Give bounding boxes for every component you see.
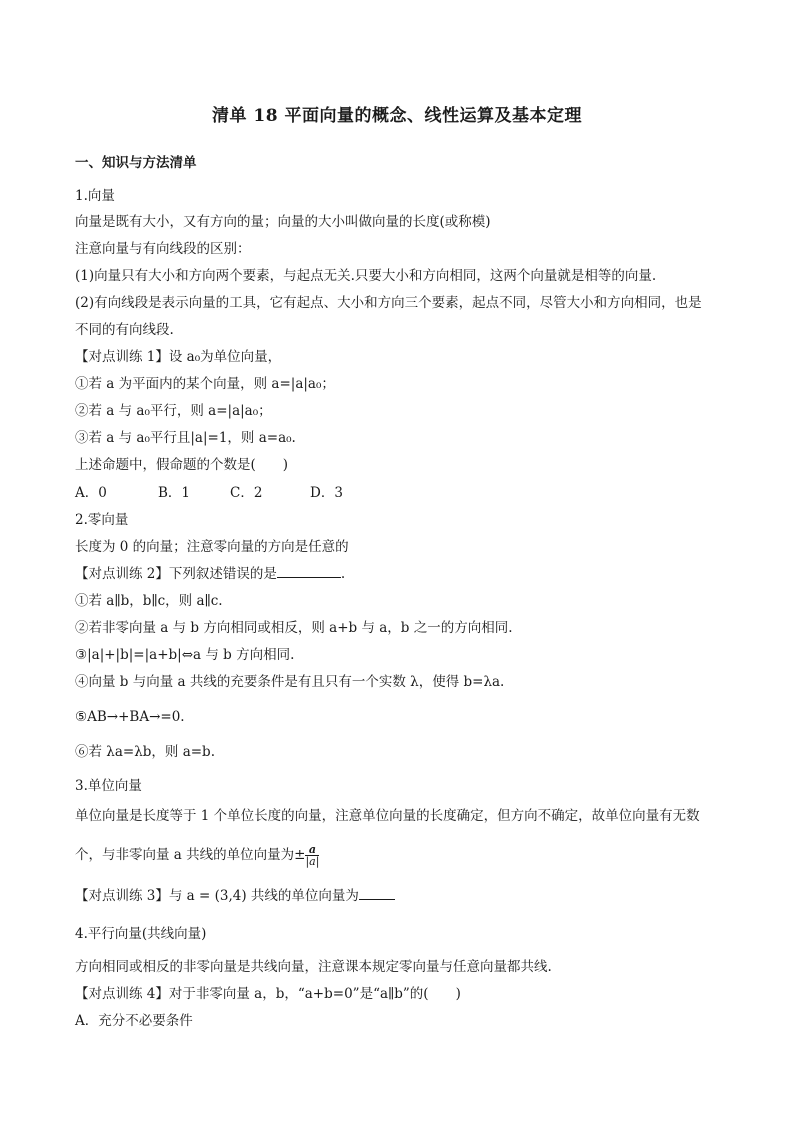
- exercise-2-text: 【对点训练 2】下列叙述错误的是: [75, 566, 277, 582]
- text-line: 不同的有向线段.: [75, 322, 174, 338]
- exercise-item: ②若 a 与 a₀平行，则 a=|a|a₀；: [75, 403, 272, 419]
- heading-parallel-vector: 4.平行向量(共线向量): [75, 926, 207, 942]
- exercise-item: ⑤AB→+BA→=0.: [75, 709, 185, 725]
- exercise-3-text: 【对点训练 3】与 a = (3,4) 共线的单位向量为: [75, 888, 359, 904]
- option-a: A．0: [75, 485, 107, 501]
- text-line: 上述命题中，假命题的个数是( ): [75, 457, 289, 473]
- section-heading: 一、知识与方法清单: [75, 155, 197, 171]
- text-line: 长度为 0 的向量；注意零向量的方向是任意的: [75, 539, 349, 555]
- exercise-item: ⑥若 λa=λb，则 a=b.: [75, 744, 215, 760]
- fraction-numerator: a: [308, 843, 317, 856]
- exercise-3: [75, 887, 395, 905]
- text-line: (2)有向线段是表示向量的工具，它有起点、大小和方向三个要素，起点不同，尽管大小和方向相同，也是: [75, 295, 702, 311]
- exercise-1: 【对点训练 1】设 a₀为单位向量，: [75, 349, 282, 365]
- exercise-item: ③若 a 与 a₀平行且|a|=1，则 a=a₀.: [75, 430, 296, 446]
- text-segment: 个，与非零向量 a 共线的单位向量为±: [75, 847, 306, 863]
- text-line-with-fraction: [75, 844, 319, 867]
- answer-blank: [277, 565, 341, 578]
- text-line: 单位向量是长度等于 1 个单位长度的向量，注意单位向量的长度确定，但方向不确定，故单位向量有无数: [75, 808, 700, 824]
- text-line: 注意向量与有向线段的区别：: [75, 241, 251, 257]
- answer-blank: [359, 887, 395, 900]
- exercise-4: 【对点训练 4】对于非零向量 a，b，“a+b=0”是“a∥b”的( ): [75, 986, 461, 1002]
- exercise-item: ①若 a 为平面内的某个向量，则 a=|a|a₀；: [75, 376, 335, 392]
- answer-options: [75, 484, 343, 502]
- heading-unit-vector: 3.单位向量: [75, 778, 142, 794]
- exercise-2: [75, 565, 345, 583]
- option-c: C．2: [230, 485, 263, 501]
- exercise-item: ③|a|+|b|=|a+b|⇔a 与 b 方向相同.: [75, 647, 295, 663]
- fraction: [305, 844, 319, 867]
- text-line: 向量是既有大小，又有方向的量；向量的大小叫做向量的长度(或称模): [75, 214, 491, 230]
- document-title: 清单 18 平面向量的概念、线性运算及基本定理: [212, 106, 582, 126]
- heading-vector: 1.向量: [75, 188, 115, 204]
- period: .: [340, 566, 346, 582]
- option-d: D．3: [310, 485, 343, 501]
- text-line: (1)向量只有大小和方向两个要素，与起点无关.只要大小和方向相同，这两个向量就是相等的向量.: [75, 268, 657, 284]
- exercise-item: ①若 a∥b，b∥c，则 a∥c.: [75, 593, 223, 609]
- option-b: B．1: [158, 485, 191, 501]
- exercise-item: ②若非零向量 a 与 b 方向相同或相反，则 a+b 与 a，b 之一的方向相同.: [75, 620, 513, 636]
- option-a: A．充分不必要条件: [75, 1013, 193, 1029]
- text-line: 方向相同或相反的非零向量是共线向量，注意课本规定零向量与任意向量都共线.: [75, 959, 552, 975]
- fraction-denominator: |a|: [305, 855, 320, 868]
- exercise-item: ④向量 b 与向量 a 共线的充要条件是有且只有一个实数 λ，使得 b=λa.: [75, 674, 505, 690]
- heading-zero-vector: 2.零向量: [75, 512, 129, 528]
